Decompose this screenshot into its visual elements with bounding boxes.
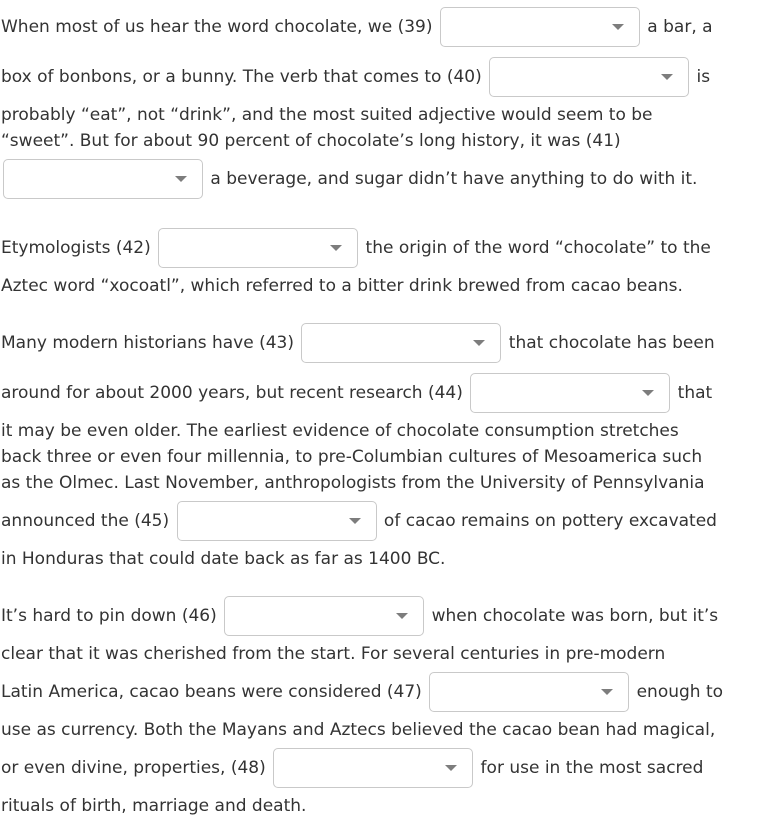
line-text: announced the (45)	[1, 511, 175, 531]
line-text: use as currency. Both the Mayans and Aztecs believed the cacao bean had magical,	[1, 720, 716, 740]
blank-42-dropdown[interactable]	[158, 228, 358, 268]
dropdown-selected-value	[312, 324, 468, 362]
blank-48-dropdown[interactable]	[273, 748, 473, 788]
blank-47-dropdown[interactable]	[429, 672, 629, 712]
blank-41-dropdown[interactable]	[3, 159, 203, 199]
chevron-down-icon	[612, 24, 624, 30]
line-text: box of bonbons, or a bunny. The verb that comes to (40)	[1, 67, 488, 87]
text-line	[1, 743, 768, 793]
line-text: a beverage, and sugar didn’t have anything to do with it.	[205, 169, 698, 189]
blank-43-dropdown[interactable]	[301, 323, 501, 363]
line-text: that chocolate has been	[503, 333, 715, 353]
chevron-down-icon	[642, 390, 654, 396]
chevron-down-icon	[175, 176, 187, 182]
line-text: a bar, a	[641, 17, 713, 37]
line-text: clear that it was cherished from the start. For several centuries in pre-modern	[1, 644, 666, 664]
blank-44-dropdown[interactable]	[470, 373, 670, 413]
line-text: it may be even older. The earliest evidence of chocolate consumption stretches	[1, 421, 679, 441]
line-text: of cacao remains on pottery excavated	[378, 511, 717, 531]
dropdown-selected-value	[235, 597, 391, 635]
chevron-down-icon	[396, 613, 408, 619]
text-line	[1, 154, 768, 204]
paragraph-3	[1, 318, 768, 572]
dropdown-selected-value	[284, 749, 440, 787]
text-line	[1, 496, 768, 546]
line-text: rituals of birth, marriage and death.	[1, 796, 307, 816]
line-text: Latin America, cacao beans were considered (47)	[1, 682, 428, 702]
line-text: It’s hard to pin down (46)	[1, 606, 223, 626]
blank-39-dropdown[interactable]	[440, 7, 640, 47]
text-line	[1, 418, 768, 444]
text-line	[1, 128, 768, 154]
dropdown-selected-value	[14, 160, 170, 198]
line-text: Aztec word “xocoatl”, which referred to a bitter drink brewed from cacao beans.	[1, 276, 683, 296]
text-line	[1, 102, 768, 128]
text-line	[1, 273, 768, 299]
line-text: is	[691, 67, 711, 87]
text-line	[1, 546, 768, 572]
dropdown-selected-value	[481, 374, 637, 412]
text-line	[1, 793, 768, 819]
line-text: probably “eat”, not “drink”, and the most suited adjective would seem to be	[1, 105, 653, 125]
paragraph-2	[1, 223, 768, 299]
dropdown-selected-value	[188, 502, 344, 540]
line-text: “sweet”. But for about 90 percent of chocolate’s long history, it was (41)	[1, 131, 621, 151]
blank-40-dropdown[interactable]	[489, 57, 689, 97]
line-text: When most of us hear the word chocolate, we (39)	[1, 17, 438, 37]
dropdown-selected-value	[169, 229, 325, 267]
dropdown-selected-value	[440, 673, 596, 711]
line-text: Many modern historians have (43)	[1, 333, 300, 353]
chevron-down-icon	[661, 74, 673, 80]
cloze-text	[1, 2, 768, 819]
line-text: or even divine, properties, (48)	[1, 758, 272, 778]
line-text: Etymologists (42)	[1, 238, 157, 258]
chevron-down-icon	[601, 689, 613, 695]
text-line	[1, 591, 768, 641]
text-line	[1, 52, 768, 102]
chevron-down-icon	[330, 245, 342, 251]
paragraph-4	[1, 591, 768, 819]
blank-46-dropdown[interactable]	[224, 596, 424, 636]
paragraph-1	[1, 2, 768, 204]
line-text: in Honduras that could date back as far as 1400 BC.	[1, 549, 446, 569]
line-text: the origin of the word “chocolate” to the	[360, 238, 711, 258]
line-text: when chocolate was born, but it’s	[426, 606, 719, 626]
text-line	[1, 2, 768, 52]
chevron-down-icon	[445, 765, 457, 771]
text-line	[1, 318, 768, 368]
text-line	[1, 470, 768, 496]
line-text: back three or even four millennia, to pre-Columbian cultures of Mesoamerica such	[1, 447, 703, 467]
text-line	[1, 641, 768, 667]
line-text: enough to	[631, 682, 724, 702]
text-line	[1, 444, 768, 470]
chevron-down-icon	[349, 518, 361, 524]
chevron-down-icon	[473, 340, 485, 346]
blank-45-dropdown[interactable]	[177, 501, 377, 541]
line-text: around for about 2000 years, but recent research (44)	[1, 383, 469, 403]
text-line	[1, 717, 768, 743]
line-text: as the Olmec. Last November, anthropologists from the University of Pennsylvania	[1, 473, 705, 493]
dropdown-selected-value	[500, 58, 656, 96]
text-line	[1, 368, 768, 418]
text-line	[1, 223, 768, 273]
dropdown-selected-value	[451, 8, 607, 46]
line-text: that	[672, 383, 713, 403]
text-line	[1, 667, 768, 717]
line-text: for use in the most sacred	[475, 758, 704, 778]
